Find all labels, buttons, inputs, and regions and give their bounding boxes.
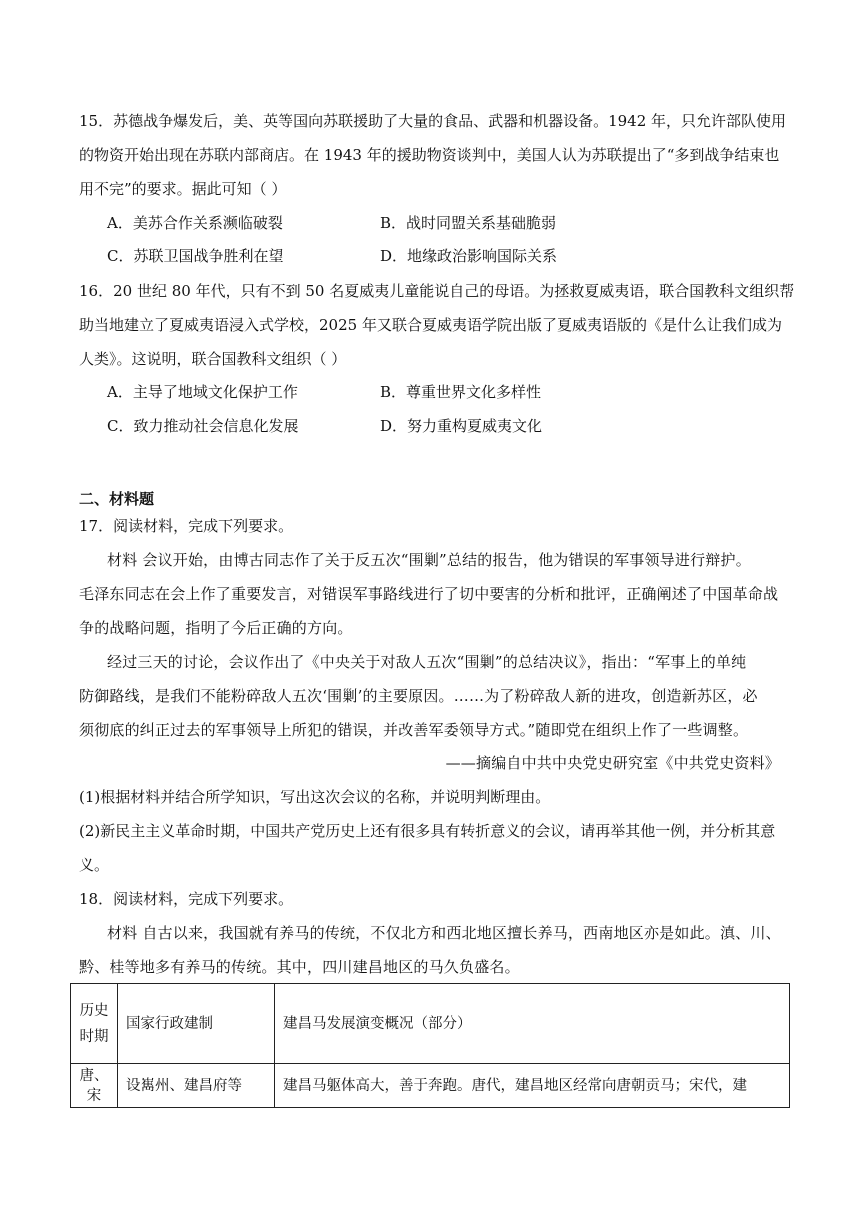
q18-stem: 18．阅读材料，完成下列要求。 xyxy=(79,890,294,908)
header-period xyxy=(71,984,118,1064)
table-header-row xyxy=(71,984,790,1064)
table-row xyxy=(71,1064,790,1108)
q16-option-a: A．主导了地域文化保护工作 xyxy=(107,383,298,401)
q15-option-d: D．地缘政治影响国际关系 xyxy=(380,247,558,265)
q16-option-b: B．尊重世界文化多样性 xyxy=(380,383,542,401)
q15-option-a: A．美苏合作关系濒临破裂 xyxy=(107,214,283,232)
q17-material-p2-line-1: 经过三天的讨论，会议作出了《中央关于对敌人五次“围剿”的总结决议》，指出：“军事上的单纯 xyxy=(107,653,747,671)
q17-material-p1-line-3: 争的战略问题，指明了今后正确的方向。 xyxy=(79,619,353,637)
q18-table xyxy=(70,983,790,1108)
q17-stem: 17．阅读材料，完成下列要求。 xyxy=(79,517,294,535)
q17-sub-question-2-line-2: 义。 xyxy=(79,856,110,874)
q16-stem-line-1: 16．20 世纪 80 年代，只有不到 50 名夏威夷儿童能说自己的母语。为拯救夏威夷语，联合国教科文组织帮 xyxy=(79,282,795,300)
q17-material-p2-line-3: 须彻底的纠正过去的军事领导上所犯的错误，并改善军委领导方式。”随即党在组织上作了一些调整。 xyxy=(79,721,749,739)
q17-sub-question-2-line-1: (2)新民主主义革命时期，中国共产党历史上还有很多具有转折意义的会议，请再举其他一例，并分析其意 xyxy=(79,822,776,840)
row1-period: 唐、宋 xyxy=(71,1064,118,1108)
q17-sub-question-1: (1)根据材料并结合所学知识，写出这次会议的名称，并说明判断理由。 xyxy=(79,788,551,806)
header-period-line-1: 历史 xyxy=(79,1002,109,1019)
q16-stem-line-2: 助当地建立了夏威夷语浸入式学校，2025 年又联合夏威夷语学院出版了夏威夷语版的《是什么让我们成为 xyxy=(79,316,782,334)
q15-stem-line-2: 的物资开始出现在苏联内部商店。在 1943 年的援助物资谈判中，美国人认为苏联提出了“多到战争结束也 xyxy=(79,146,780,164)
q16-stem-line-3: 人类》。这说明，联合国教科文组织（ ） xyxy=(79,350,347,368)
q17-material-p1-line-2: 毛泽东同志在会上作了重要发言，对错误军事路线进行了切中要害的分析和批评，正确阐述了中国革命战 xyxy=(79,585,779,603)
q15-stem-line-1: 15．苏德战争爆发后，美、英等国向苏联援助了大量的食品、武器和机器设备。1942 年，只允许部队使用 xyxy=(79,112,787,130)
q18-material-line-1: 材料 自古以来，我国就有养马的传统，不仅北方和西北地区擅长养马，西南地区亦是如此。滇、川、 xyxy=(107,924,781,942)
q16-option-d: D．努力重构夏威夷文化 xyxy=(380,417,543,435)
q15-stem-line-3: 用不完”的要求。据此可知（ ） xyxy=(79,180,287,198)
q17-material-p1-line-1: 材料 会议开始，由博古同志作了关于反五次“围剿”总结的报告，他为错误的军事领导进行辩护。 xyxy=(107,551,751,569)
q15-option-b: B．战时同盟关系基础脆弱 xyxy=(380,214,557,232)
row1-admin: 设嶲州、建昌府等 xyxy=(118,1064,275,1108)
q16-option-c: C．致力推动社会信息化发展 xyxy=(107,417,299,435)
q15-option-c: C．苏联卫国战争胜利在望 xyxy=(107,247,284,265)
row1-development: 建昌马躯体高大，善于奔跑。唐代，建昌地区经常向唐朝贡马；宋代，建 xyxy=(275,1064,790,1108)
q18-material-line-2: 黔、桂等地多有养马的传统。其中，四川建昌地区的马久负盛名。 xyxy=(79,958,520,976)
header-development: 建昌马发展演变概况（部分） xyxy=(275,984,790,1064)
section-title: 二、材料题 xyxy=(79,490,155,508)
header-period-line-2: 时期 xyxy=(79,1028,109,1045)
q17-material-p2-line-2: 防御路线，是我们不能粉碎敌人五次‘围剿’的主要原因。……为了粉碎敌人新的进攻，创造新苏区，必 xyxy=(79,687,758,705)
header-admin: 国家行政建制 xyxy=(118,984,275,1064)
q17-source-citation: ——摘编自中共中央党史研究室《中共党史资料》 xyxy=(445,754,780,772)
